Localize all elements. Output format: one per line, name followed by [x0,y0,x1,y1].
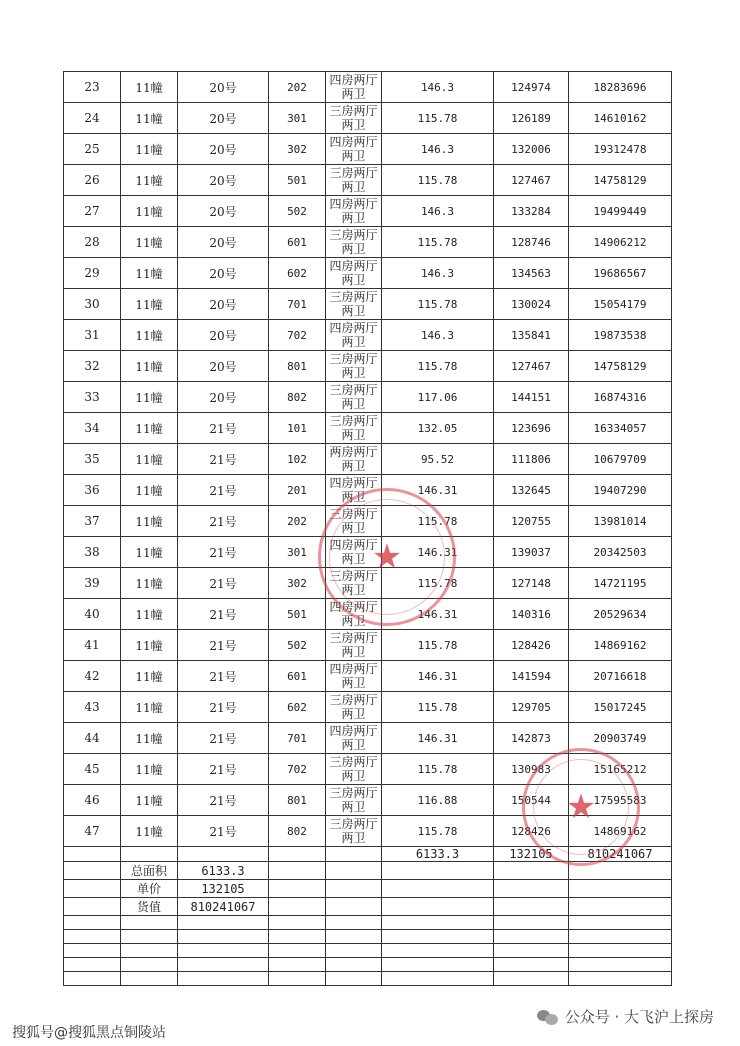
unit-price: 141594 [494,661,569,692]
unit-price: 128426 [494,630,569,661]
layout-type: 三房两厅两卫 [326,351,382,382]
area: 146.31 [382,661,494,692]
building: 11幢 [121,227,178,258]
area: 146.31 [382,475,494,506]
blank-row [64,930,672,944]
table-row [64,599,672,630]
blank-row [64,916,672,930]
row-number: 35 [64,444,121,475]
building: 11幢 [121,754,178,785]
total-price: 20529634 [569,599,672,630]
room-number: 601 [269,661,326,692]
building: 11幢 [121,537,178,568]
unit-number: 20号 [178,134,269,165]
table-body [64,72,672,847]
wechat-watermark-text: 公众号 · 大飞沪上探房 [564,1008,714,1026]
room-number: 801 [269,785,326,816]
room-number: 702 [269,754,326,785]
layout-type: 四房两厅两卫 [326,196,382,227]
table-row [64,475,672,506]
layout-type: 三房两厅两卫 [326,692,382,723]
room-number: 302 [269,568,326,599]
layout-type: 四房两厅两卫 [326,475,382,506]
summary-value-label: 货值 [121,898,178,916]
summary-area-label: 总面积 [121,862,178,880]
average-price: 132105 [494,847,569,862]
totals-row [64,847,672,862]
unit-price: 139037 [494,537,569,568]
summary-price-label: 单价 [121,880,178,898]
room-number: 302 [269,134,326,165]
room-number: 801 [269,351,326,382]
room-number: 501 [269,165,326,196]
building: 11幢 [121,382,178,413]
unit-price: 128426 [494,816,569,847]
total-price: 19686567 [569,258,672,289]
row-number: 39 [64,568,121,599]
row-number: 38 [64,537,121,568]
summary-price-row [64,880,672,898]
unit-number: 20号 [178,351,269,382]
area: 115.78 [382,692,494,723]
layout-type: 三房两厅两卫 [326,165,382,196]
building: 11幢 [121,599,178,630]
unit-number: 20号 [178,258,269,289]
row-number: 27 [64,196,121,227]
layout-type: 三房两厅两卫 [326,103,382,134]
summary-price-value: 132105 [178,880,269,898]
layout-type: 两房两厅两卫 [326,444,382,475]
blank-row [64,972,672,986]
area: 146.3 [382,72,494,103]
unit-number: 21号 [178,444,269,475]
total-price: 18283696 [569,72,672,103]
wechat-watermark [537,1006,714,1027]
row-number: 34 [64,413,121,444]
row-number: 37 [64,506,121,537]
building: 11幢 [121,134,178,165]
row-number: 44 [64,723,121,754]
area: 146.31 [382,723,494,754]
summary-area-value: 6133.3 [178,862,269,880]
room-number: 701 [269,723,326,754]
layout-type: 四房两厅两卫 [326,537,382,568]
table-row [64,630,672,661]
total-price: 14869162 [569,630,672,661]
layout-type: 四房两厅两卫 [326,661,382,692]
unit-price: 134563 [494,258,569,289]
unit-price: 127467 [494,165,569,196]
table-row [64,289,672,320]
area: 116.88 [382,785,494,816]
unit-price: 132006 [494,134,569,165]
unit-price: 123696 [494,413,569,444]
area: 117.06 [382,382,494,413]
summary-value-value: 810241067 [178,898,269,916]
room-number: 602 [269,258,326,289]
building: 11幢 [121,630,178,661]
room-number: 202 [269,72,326,103]
building: 11幢 [121,351,178,382]
unit-number: 21号 [178,537,269,568]
table-row [64,723,672,754]
building: 11幢 [121,103,178,134]
total-price: 20342503 [569,537,672,568]
unit-number: 21号 [178,568,269,599]
layout-type: 三房两厅两卫 [326,413,382,444]
total-price: 14758129 [569,165,672,196]
total-price: 14906212 [569,227,672,258]
building: 11幢 [121,289,178,320]
layout-type: 四房两厅两卫 [326,72,382,103]
table-row [64,537,672,568]
layout-type: 三房两厅两卫 [326,785,382,816]
table-row [64,661,672,692]
table-row [64,785,672,816]
unit-price: 120755 [494,506,569,537]
unit-price: 128746 [494,227,569,258]
total-price: 17595583 [569,785,672,816]
unit-price: 140316 [494,599,569,630]
room-number: 601 [269,227,326,258]
unit-price: 127148 [494,568,569,599]
total-price: 16334057 [569,413,672,444]
area: 146.3 [382,134,494,165]
unit-price: 129705 [494,692,569,723]
area: 115.78 [382,165,494,196]
layout-type: 三房两厅两卫 [326,289,382,320]
layout-type: 三房两厅两卫 [326,816,382,847]
row-number: 46 [64,785,121,816]
unit-number: 21号 [178,816,269,847]
building: 11幢 [121,258,178,289]
building: 11幢 [121,506,178,537]
unit-price: 111806 [494,444,569,475]
unit-price: 150544 [494,785,569,816]
table-row [64,692,672,723]
total-price: 19873538 [569,320,672,351]
table-row [64,351,672,382]
area: 146.3 [382,320,494,351]
unit-price: 135841 [494,320,569,351]
layout-type: 三房两厅两卫 [326,754,382,785]
row-number: 26 [64,165,121,196]
table-row [64,754,672,785]
row-number: 28 [64,227,121,258]
unit-number: 21号 [178,785,269,816]
layout-type: 三房两厅两卫 [326,382,382,413]
total-price: 19312478 [569,134,672,165]
building: 11幢 [121,816,178,847]
unit-price: 127467 [494,351,569,382]
building: 11幢 [121,723,178,754]
area: 132.05 [382,413,494,444]
unit-number: 21号 [178,599,269,630]
row-number: 30 [64,289,121,320]
table-row [64,258,672,289]
room-number: 502 [269,196,326,227]
building: 11幢 [121,785,178,816]
unit-number: 21号 [178,413,269,444]
row-number: 36 [64,475,121,506]
room-number: 501 [269,599,326,630]
unit-price: 130983 [494,754,569,785]
summary-area-row [64,862,672,880]
table-row [64,382,672,413]
room-number: 202 [269,506,326,537]
area: 115.78 [382,630,494,661]
total-value: 810241067 [569,847,672,862]
total-price: 15054179 [569,289,672,320]
unit-number: 21号 [178,630,269,661]
unit-number: 20号 [178,227,269,258]
total-price: 15017245 [569,692,672,723]
table-row [64,72,672,103]
unit-number: 21号 [178,692,269,723]
building: 11幢 [121,72,178,103]
total-price: 20903749 [569,723,672,754]
room-number: 502 [269,630,326,661]
area: 115.78 [382,227,494,258]
area: 115.78 [382,568,494,599]
total-price: 14721195 [569,568,672,599]
blank-row [64,944,672,958]
unit-number: 20号 [178,320,269,351]
area: 115.78 [382,103,494,134]
layout-type: 四房两厅两卫 [326,723,382,754]
blank-row [64,958,672,972]
total-area: 6133.3 [382,847,494,862]
total-price: 14869162 [569,816,672,847]
row-number: 41 [64,630,121,661]
room-number: 102 [269,444,326,475]
building: 11幢 [121,568,178,599]
unit-number: 21号 [178,661,269,692]
summary-value-row [64,898,672,916]
row-number: 40 [64,599,121,630]
row-number: 33 [64,382,121,413]
unit-number: 21号 [178,475,269,506]
table-row [64,227,672,258]
unit-price: 133284 [494,196,569,227]
unit-price: 132645 [494,475,569,506]
row-number: 31 [64,320,121,351]
layout-type: 四房两厅两卫 [326,320,382,351]
table-row [64,506,672,537]
table-row [64,320,672,351]
table-row [64,444,672,475]
total-price: 14758129 [569,351,672,382]
area: 146.3 [382,196,494,227]
row-number: 24 [64,103,121,134]
total-price: 19499449 [569,196,672,227]
layout-type: 三房两厅两卫 [326,630,382,661]
table-row [64,103,672,134]
wechat-icon [537,1008,559,1026]
row-number: 42 [64,661,121,692]
table-row [64,568,672,599]
room-number: 201 [269,475,326,506]
layout-type: 四房两厅两卫 [326,258,382,289]
unit-price: 124974 [494,72,569,103]
unit-number: 20号 [178,382,269,413]
unit-number: 20号 [178,196,269,227]
room-number: 301 [269,537,326,568]
room-number: 602 [269,692,326,723]
area: 115.78 [382,351,494,382]
table-row [64,165,672,196]
row-number: 47 [64,816,121,847]
room-number: 802 [269,382,326,413]
layout-type: 四房两厅两卫 [326,599,382,630]
room-number: 802 [269,816,326,847]
total-price: 13981014 [569,506,672,537]
building: 11幢 [121,165,178,196]
total-price: 10679709 [569,444,672,475]
building: 11幢 [121,320,178,351]
building: 11幢 [121,196,178,227]
row-number: 43 [64,692,121,723]
table-row [64,134,672,165]
room-number: 301 [269,103,326,134]
area: 146.31 [382,537,494,568]
total-price: 20716618 [569,661,672,692]
layout-type: 三房两厅两卫 [326,568,382,599]
unit-number: 21号 [178,754,269,785]
unit-number: 21号 [178,506,269,537]
unit-price: 142873 [494,723,569,754]
table-row [64,413,672,444]
unit-price: 126189 [494,103,569,134]
area: 115.78 [382,816,494,847]
layout-type: 三房两厅两卫 [326,227,382,258]
area: 115.78 [382,506,494,537]
area: 146.31 [382,599,494,630]
row-number: 23 [64,72,121,103]
area: 115.78 [382,754,494,785]
building: 11幢 [121,413,178,444]
row-number: 45 [64,754,121,785]
table-row [64,196,672,227]
seal-star-icon: ★ [371,537,403,577]
row-number: 32 [64,351,121,382]
price-list-table [63,71,672,986]
building: 11幢 [121,475,178,506]
row-number: 25 [64,134,121,165]
row-number: 29 [64,258,121,289]
area: 146.3 [382,258,494,289]
total-price: 15165212 [569,754,672,785]
unit-price: 144151 [494,382,569,413]
unit-number: 20号 [178,72,269,103]
total-price: 14610162 [569,103,672,134]
table-row [64,816,672,847]
room-number: 101 [269,413,326,444]
room-number: 701 [269,289,326,320]
unit-number: 21号 [178,723,269,754]
building: 11幢 [121,692,178,723]
room-number: 702 [269,320,326,351]
layout-type: 四房两厅两卫 [326,134,382,165]
building: 11幢 [121,444,178,475]
sohu-watermark: 搜狐号@搜狐黑点铜陵站 [12,1025,166,1041]
area: 95.52 [382,444,494,475]
layout-type: 三房两厅两卫 [326,506,382,537]
unit-price: 130024 [494,289,569,320]
total-price: 19407290 [569,475,672,506]
unit-number: 20号 [178,289,269,320]
unit-number: 20号 [178,165,269,196]
area: 115.78 [382,289,494,320]
total-price: 16874316 [569,382,672,413]
seal-star-icon: ★ [565,787,597,827]
building: 11幢 [121,661,178,692]
unit-number: 20号 [178,103,269,134]
